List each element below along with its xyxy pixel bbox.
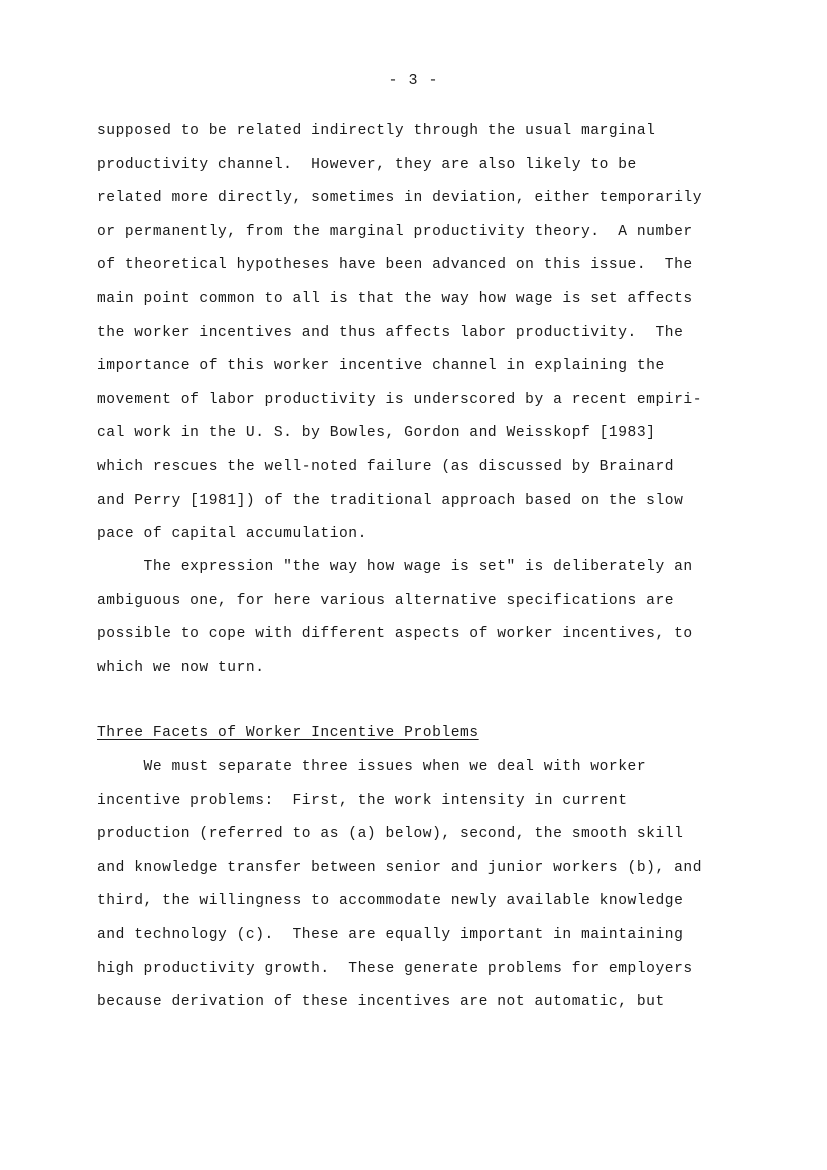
text-line: main point common to all is that the way how wage is set affects [97,290,693,307]
page-number: - 3 - [388,72,439,89]
text-line: possible to cope with different aspects of worker incentives, to [97,626,693,643]
paragraph-1 [97,115,757,552]
text-line: pace of capital accumulation. [97,526,367,543]
text-line: which rescues the well-noted failure (as discussed by Brainard [97,458,675,475]
text-line: third, the willingness to accommodate newly available knowledge [97,893,684,910]
text-line: supposed to be related indirectly through the usual marginal [97,123,656,139]
text-line: the worker incentives and thus affects labor productivity. The [97,324,684,341]
text-line: cal work in the U. S. by Bowles, Gordon and Weisskopf [1983] [97,425,656,442]
text-line: importance of this worker incentive channel in explaining the [97,358,665,375]
text-line: because derivation of these incentives are not automatic, but [97,994,665,1011]
section-heading: Three Facets of Worker Incentive Problems [97,725,479,741]
text-line: which we now turn. [97,659,265,676]
text-line: incentive problems: First, the work intensity in current [97,792,628,809]
text-line: productivity channel. However, they are also likely to be [97,156,637,173]
text-line: and technology (c). These are equally important in maintaining [97,926,684,943]
text-line: related more directly, sometimes in deviation, either temporarily [97,190,702,207]
text-line: production (referred to as (a) below), second, the smooth skill [97,826,684,843]
text-line: The expression "the way how wage is set" is deliberately an [97,559,693,575]
text-line: movement of labor productivity is underscored by a recent empiri- [97,391,702,408]
text-line: ambiguous one, for here various alternative specifications are [97,592,675,609]
text-line: or permanently, from the marginal productivity theory. A number [97,223,693,240]
text-line: high productivity growth. These generate problems for employers [97,960,693,977]
text-line: and knowledge transfer between senior and junior workers (b), and [97,859,702,876]
paragraph-2 [97,551,757,685]
paragraph-3 [97,751,757,1020]
text-line: We must separate three issues when we deal with worker [97,759,647,775]
text-line: and Perry [1981]) of the traditional approach based on the slow [97,492,684,509]
text-line: of theoretical hypotheses have been advanced on this issue. The [97,257,693,274]
